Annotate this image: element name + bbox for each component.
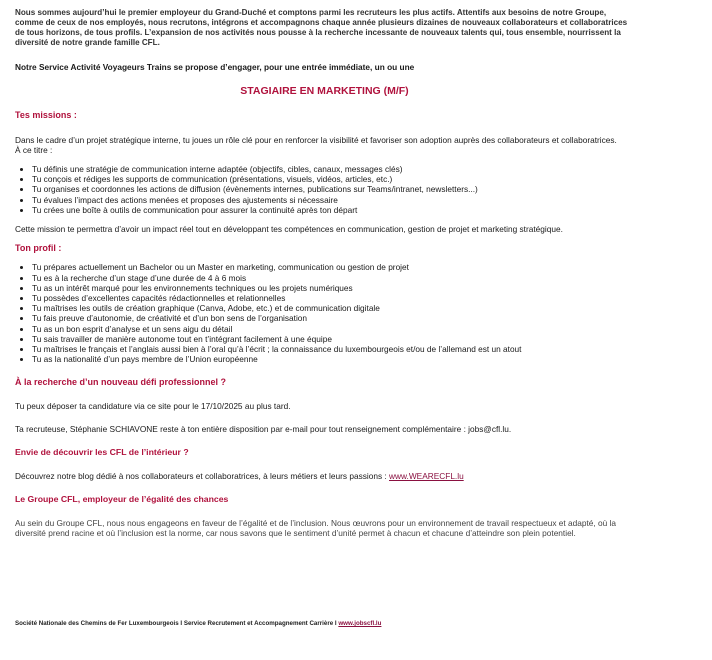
missions-lead: À ce titre : xyxy=(15,144,53,155)
egalite-text: Au sein du Groupe CFL, nous nous engageons en faveur de l’égalité et de l’inclusion. Nous œuvrons pour un environnement de travail respectueux et adapté, où la diversité prend racine et où l’inclusion est la norme, car nous savons que le sentiment d’unité permet à chacun et chacune d’atteindre son plein potentiel. xyxy=(15,517,616,538)
profil-list xyxy=(15,262,634,364)
recruiter-contact: Ta recruteuse, Stéphanie SCHIAVONE reste à ton entière disposition par e-mail pour tout renseignement complémentaire : jobs@cfl.lu. xyxy=(15,423,512,434)
list-item: • Tu as la nationalité d’un pays membre de l’Union européenne xyxy=(32,354,634,364)
missions-intro: Dans le cadre d’un projet stratégique interne, tu joues un rôle clé pour en renforcer la visibilité et favoriser son adoption auprès des collaborateurs et collaboratrices. xyxy=(15,134,617,145)
list-item: • Tu as un bon esprit d’analyse et un sens aigu du détail xyxy=(32,324,634,334)
list-item: • Tu conçois et rédiges les supports de communication (présentations, visuels, vidéos, articles, etc.) xyxy=(32,174,634,184)
missions-list xyxy=(15,164,634,215)
list-item: • Tu es à la recherche d’un stage d’une durée de 4 à 6 mois xyxy=(32,273,634,283)
intro-paragraph: Nous sommes aujourd’hui le premier employeur du Grand-Duché et comptons parmi les recruteurs les plus actifs. Attentifs aux besoins de notre Groupe, comme de ceux de nos employés, nous recrutons, intégrons et accompagnons chaque année plusieurs dizaines de nouveaux collaborateurs et collaboratrices de tous horizons, de tous profils. L’expansion de nos activités nous pousse à la recherche incessante de nouveaux talents qui, tous ensemble, nourrissent la diversité de notre grande famille CFL. xyxy=(15,8,628,47)
wearecfl-link[interactable]: www.WEARECFL.lu xyxy=(389,471,464,482)
jobscfl-link[interactable]: www.jobscfl.lu xyxy=(338,620,382,627)
list-item: • Tu crées une boîte à outils de communication pour assurer la continuité après ton départ xyxy=(32,205,634,215)
list-item: • Tu maîtrises le français et l’anglais aussi bien à l’oral qu’à l’écrit ; la connaissance du luxembourgeois et/ou de l’allemand est un atout xyxy=(32,344,634,354)
list-item: • Tu prépares actuellement un Bachelor ou un Master en marketing, communication ou gestion de projet xyxy=(32,262,634,272)
blog-text: Découvrez notre blog dédié à nos collaborateurs et collaboratrices, à leurs métiers et leurs passions : xyxy=(15,471,390,482)
egalite-heading: Le Groupe CFL, employeur de l’égalité des chances xyxy=(15,494,229,505)
list-item: • Tu as un intérêt marqué pour les environnements techniques ou les projets numériques xyxy=(32,283,634,293)
list-item: • Tu définis une stratégie de communication interne adaptée (objectifs, cibles, canaux, messages clés) xyxy=(32,164,634,174)
blog-heading: Envie de découvrir les CFL de l’intérieur ? xyxy=(15,447,189,458)
blog-paragraph xyxy=(15,471,634,481)
footer-text: Société Nationale des Chemins de Fer Luxembourgeois I Service Recrutement et Accompagnement Carrière I xyxy=(15,620,339,627)
list-item: • Tu organises et coordonnes les actions de diffusion (évènements internes, publications sur Teams/intranet, newsletters...) xyxy=(32,184,634,194)
missions-heading: Tes missions : xyxy=(15,110,77,121)
list-item: • Tu maîtrises les outils de création graphique (Canva, Adobe, etc.) et de communication digitale xyxy=(32,303,634,313)
list-item: • Tu possèdes d’excellentes capacités rédactionnelles et relationnelles xyxy=(32,293,634,303)
list-item: • Tu sais travailler de manière autonome tout en t’intégrant facilement à une équipe xyxy=(32,334,634,344)
profil-heading: Ton profil : xyxy=(15,243,62,254)
defi-heading: À la recherche d’un nouveau défi professionnel ? xyxy=(15,377,227,388)
engagement-statement: Notre Service Activité Voyageurs Trains se propose d’engager, pour une entrée immédiate, un ou une xyxy=(15,62,415,72)
missions-closing: Cette mission te permettra d’avoir un impact réel tout en développant tes compétences en communication, gestion de projet et marketing stratégique. xyxy=(15,224,563,235)
footer xyxy=(15,620,381,628)
deadline-text: Tu peux déposer ta candidature via ce site pour le 17/10/2025 au plus tard. xyxy=(15,400,291,411)
list-item: • Tu évalues l’impact des actions menées et proposes des ajustements si nécessaire xyxy=(32,195,634,205)
list-item: • Tu fais preuve d’autonomie, de créativité et d’un bon sens de l’organisation xyxy=(32,313,634,323)
job-title: STAGIAIRE EN MARKETING (M/F) xyxy=(240,85,409,98)
